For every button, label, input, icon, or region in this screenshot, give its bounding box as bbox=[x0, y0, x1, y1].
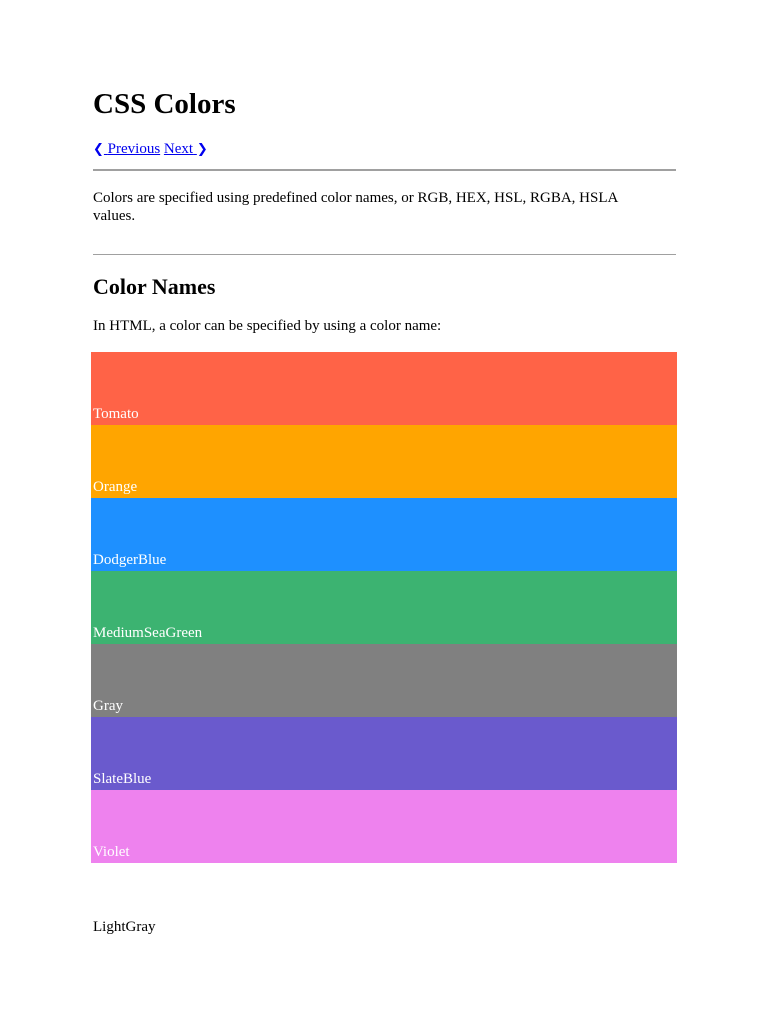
page-title: CSS Colors bbox=[93, 88, 236, 120]
swatch-label: MediumSeaGreen bbox=[93, 625, 203, 641]
section-divider bbox=[93, 254, 676, 255]
intro-paragraph: Colors are specified using predefined color names, or RGB, HEX, HSL, RGBA, HSLA values. bbox=[93, 190, 618, 224]
chevron-left-icon: ❮ bbox=[93, 142, 104, 157]
swatch-label: Violet bbox=[93, 844, 130, 860]
swatch-label: Gray bbox=[93, 698, 123, 714]
previous-link-label: Previous bbox=[107, 141, 161, 157]
next-link[interactable] bbox=[164, 141, 208, 157]
section-heading: Color Names bbox=[93, 274, 216, 299]
pagination-nav bbox=[93, 139, 208, 160]
color-swatch-lightgray-label: LightGray bbox=[93, 919, 156, 935]
color-swatch-tomato bbox=[91, 352, 677, 425]
color-swatch-list bbox=[91, 352, 677, 863]
swatch-label: Orange bbox=[93, 479, 138, 495]
color-swatch-dodgerblue bbox=[91, 498, 677, 571]
top-divider bbox=[93, 169, 676, 171]
chevron-right-icon: ❯ bbox=[196, 142, 208, 157]
color-swatch-mediumseagreen bbox=[91, 571, 677, 644]
color-swatch-orange bbox=[91, 425, 677, 498]
color-swatch-gray bbox=[91, 644, 677, 717]
swatch-label: DodgerBlue bbox=[93, 552, 167, 568]
next-link-label: Next bbox=[163, 141, 194, 157]
swatch-label: Tomato bbox=[93, 406, 139, 422]
color-swatch-slateblue bbox=[91, 717, 677, 790]
color-swatch-violet bbox=[91, 790, 677, 863]
swatch-label: SlateBlue bbox=[93, 771, 152, 787]
section-description: In HTML, a color can be specified by using a color name: bbox=[93, 318, 442, 334]
previous-link[interactable] bbox=[93, 141, 160, 157]
